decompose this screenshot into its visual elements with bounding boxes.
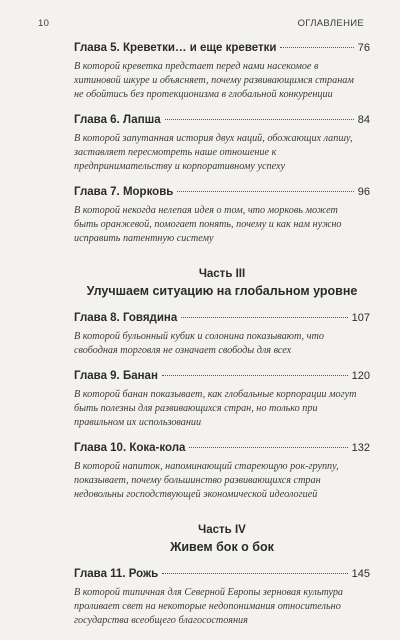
chapter-heading[interactable] — [74, 114, 370, 126]
chapter-title: Глава 11. Рожь — [74, 568, 159, 580]
table-of-contents — [74, 42, 370, 640]
chapter-title: Глава 10. Кока-кола — [74, 442, 186, 454]
chapter-page: 145 — [351, 568, 370, 580]
toc-entry — [74, 42, 370, 102]
chapter-page: 96 — [357, 186, 370, 198]
chapter-page: 120 — [351, 370, 370, 382]
part-heading — [74, 266, 370, 300]
dot-leader — [165, 119, 354, 120]
chapter-heading[interactable] — [74, 186, 370, 198]
chapter-description: В которой банан показывает, как глобальные корпорации могут быть полезны для развивающихся стран, но только при правильном их использовании — [74, 389, 357, 428]
chapter-title: Глава 6. Лапша — [74, 114, 161, 126]
part-number: Часть III — [198, 268, 246, 280]
chapter-page: 132 — [351, 442, 370, 454]
chapter-page: 84 — [357, 114, 370, 126]
chapter-heading[interactable] — [74, 42, 370, 54]
chapter-title: Глава 7. Морковь — [74, 186, 174, 198]
dot-leader — [177, 191, 353, 192]
chapter-title: Глава 5. Креветки… и еще креветки — [74, 42, 277, 54]
chapter-heading[interactable] — [74, 442, 370, 454]
part-title: Улучшаем ситуацию на глобальном уровне — [86, 284, 358, 298]
dot-leader — [181, 317, 347, 318]
chapter-description: В которой типичная для Северной Европы зерновая культура проливает свет на некоторые недопонимания относительно государства всеобщего благосостояния — [74, 587, 344, 626]
chapter-description: В которой креветка предстает перед нами насекомое в хитиновой шкуре и объясняет, почему развивающимся странам не обойтись без протекционизма в глобальной конкуренции — [74, 61, 354, 100]
chapter-heading[interactable] — [74, 568, 370, 580]
chapter-title: Глава 8. Говядина — [74, 312, 178, 324]
dot-leader — [189, 447, 347, 448]
toc-entry — [74, 312, 370, 358]
part-heading — [74, 522, 370, 556]
chapter-page: 76 — [357, 42, 370, 54]
dot-leader — [280, 47, 353, 48]
toc-entry — [74, 186, 370, 246]
chapter-heading[interactable] — [74, 312, 370, 324]
running-title: ОГЛАВЛЕНИЕ — [297, 18, 364, 29]
part-number: Часть IV — [198, 524, 246, 536]
dot-leader — [162, 375, 348, 376]
chapter-description: В которой бульонный кубик и солонина показывают, что свободная торговля не означает свободы для всех — [74, 331, 324, 356]
part-title: Живем бок о бок — [170, 540, 274, 554]
chapter-description: В которой напиток, напоминающий стареющую рок-группу, показывает, почему большинство развивающихся стран недовольны господствующей экономической идеологией — [74, 461, 339, 500]
page-number: 10 — [38, 18, 50, 29]
chapter-page: 107 — [351, 312, 370, 324]
toc-entry — [74, 442, 370, 502]
chapter-title: Глава 9. Банан — [74, 370, 158, 382]
page-header — [0, 18, 400, 32]
toc-entry — [74, 370, 370, 430]
chapter-description: В которой некогда нелепая идея о том, что морковь может быть оранжевой, помогает понять, почему и как нам нужно исправить патентную систему — [74, 205, 342, 244]
chapter-heading[interactable] — [74, 370, 370, 382]
chapter-description: В которой запутанная история двух наций, обожающих лапшу, заставляет пересмотреть наше отношение к предпринимательству и корпоративному успеху — [74, 133, 353, 172]
toc-entry — [74, 568, 370, 628]
toc-entry — [74, 114, 370, 174]
dot-leader — [162, 573, 347, 574]
